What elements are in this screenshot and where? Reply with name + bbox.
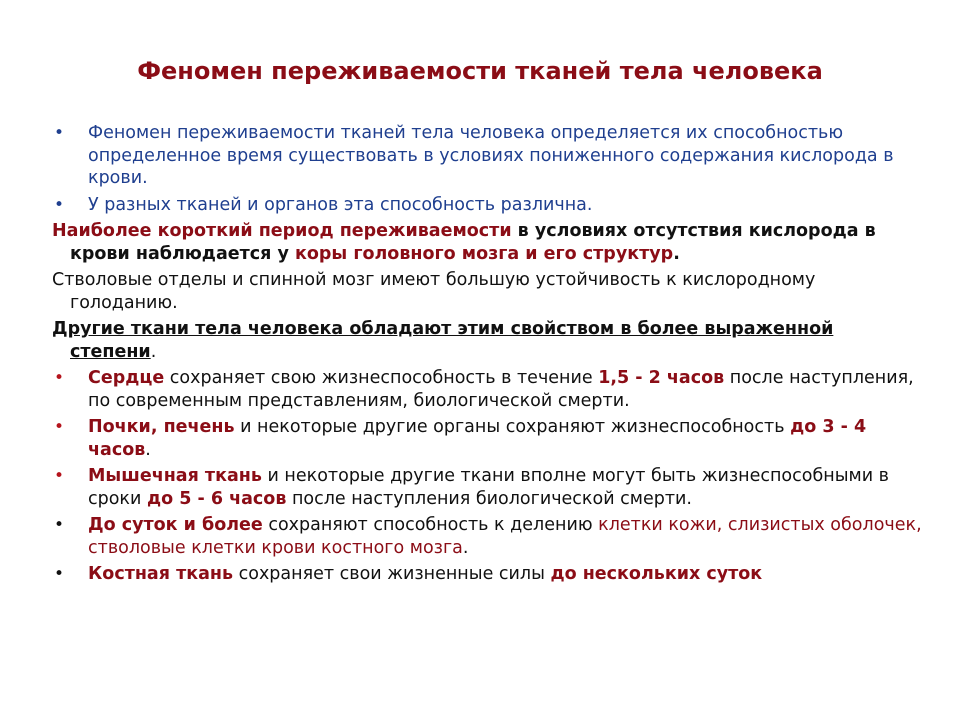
- paragraph-8-end: после наступления биологической смерти.: [286, 488, 692, 509]
- paragraph-8-text: и некоторые другие ткани вполне могут быть жизнеспособными в сроки: [88, 466, 889, 509]
- slide-content: [52, 122, 922, 590]
- bullet-icon: •: [54, 417, 65, 437]
- paragraph-5-end: .: [150, 341, 157, 362]
- bullet-paragraph-2: [52, 194, 922, 217]
- bullet-paragraph-8: [52, 465, 922, 510]
- paragraph-10-highlight-2: до нескольких суток: [550, 564, 763, 584]
- paragraph-3-end: .: [673, 243, 680, 264]
- paragraph-5-underlined: Другие ткани тела человека обладают этим свойством в более выраженной степени: [52, 319, 834, 362]
- paragraph-2-text: У разных тканей и органов эта способность различна.: [88, 194, 593, 215]
- bullet-icon: •: [54, 368, 65, 388]
- paragraph-3: [52, 220, 922, 265]
- paragraph-7-text: и некоторые другие органы сохраняют жизнеспособность: [234, 417, 791, 437]
- paragraph-4-text: Стволовые отделы и спинной мозг имеют большую устойчивость к кислородному голоданию.: [52, 270, 816, 313]
- paragraph-8-highlight-2: до 5 - 6 часов: [146, 488, 287, 509]
- paragraph-3-text: в условиях отсутствия кислорода в крови наблюдается у: [70, 221, 876, 264]
- bullet-icon: •: [54, 564, 65, 584]
- bullet-icon: •: [54, 194, 65, 215]
- paragraph-6-highlight: Сердце: [88, 368, 165, 388]
- paragraph-10-highlight: Костная ткань: [88, 564, 234, 584]
- bullet-icon: •: [54, 466, 65, 486]
- bullet-paragraph-10: [52, 563, 922, 586]
- paragraph-4: [52, 269, 922, 314]
- paragraph-10-text: сохраняет свои жизненные силы: [233, 564, 551, 584]
- bullet-paragraph-9: [52, 514, 922, 559]
- paragraph-1-text: Феномен переживаемости тканей тела человека определяется их способностью определенное время существовать в условиях пониженного содержания кислорода в крови.: [88, 123, 894, 188]
- paragraph-3-highlight-2: коры головного мозга и его структур: [294, 243, 674, 264]
- paragraph-7-highlight-2: до 3 - 4 часов: [88, 417, 867, 460]
- bullet-icon: •: [54, 515, 65, 535]
- paragraph-9-highlight-2: клетки кожи, слизистых оболочек, стволовые клетки крови костного мозга: [88, 515, 922, 558]
- bullet-icon: •: [54, 123, 65, 143]
- paragraph-7-highlight: Почки, печень: [88, 417, 235, 437]
- paragraph-7-end: .: [145, 439, 151, 460]
- paragraph-9-text: сохраняют способность к делению: [262, 515, 599, 535]
- paragraph-6-end: после наступления, по современным представлениям, биологической смерти.: [88, 368, 914, 411]
- paragraph-6-text: сохраняет свою жизнеспособность в течение: [164, 368, 599, 388]
- paragraph-3-highlight: Наиболее короткий период переживаемости: [52, 221, 512, 241]
- paragraph-6-highlight-2: 1,5 - 2 часов: [598, 368, 725, 388]
- paragraph-5: [52, 318, 922, 363]
- paragraph-9-highlight: До суток и более: [88, 515, 263, 535]
- paragraph-9-end: .: [462, 537, 469, 558]
- bullet-paragraph-7: [52, 416, 922, 461]
- bullet-paragraph-1: [52, 122, 922, 190]
- paragraph-8-highlight: Мышечная ткань: [88, 466, 262, 486]
- bullet-paragraph-6: [52, 367, 922, 412]
- slide-title: Феномен переживаемости тканей тела человека: [137, 57, 823, 85]
